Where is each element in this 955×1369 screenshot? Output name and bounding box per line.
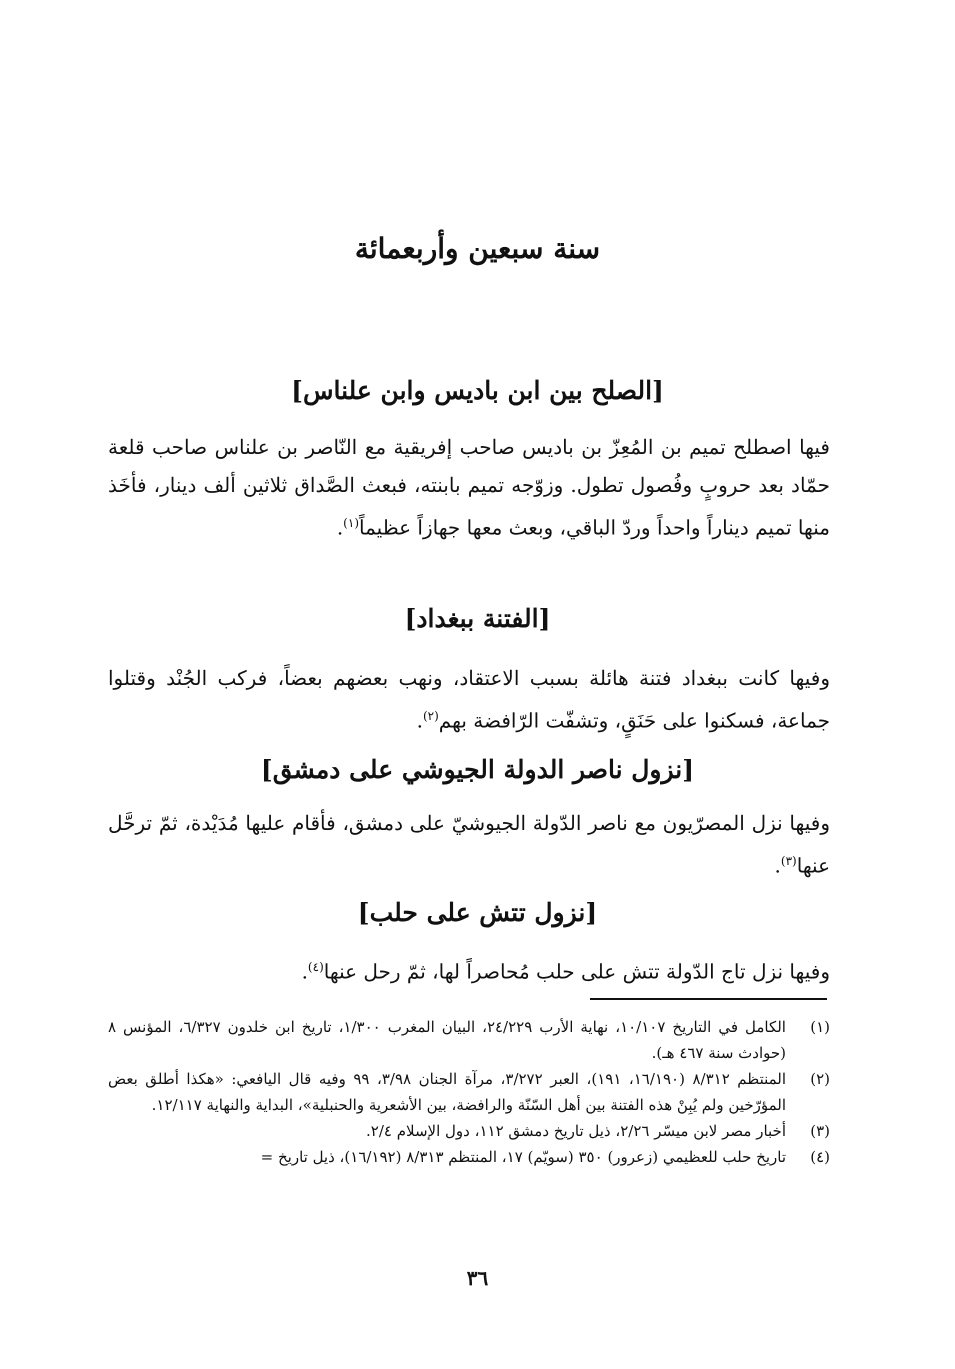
footnote-number: (٤) xyxy=(810,1148,830,1166)
footnote-item xyxy=(108,1144,830,1170)
paragraph-text: فيها اصطلح تميم بن المُعِزّ بن باديس صاحب إفريقية مع النّاصر بن علناس صاحب قلعة حمّاد بعد حروبٍ وفُصول تطول. وزوّجه تميم بابنته، فبعث الصَّداق ثلاثين ألف دينار، فأخَذ منها تميم ديناراً واحداً وردّ الباقي، وبعث معها جهازاً عظيماً xyxy=(108,435,830,540)
chapter-title: سنة سبعين وأربعمائة xyxy=(354,232,601,265)
footnote-ref: (١) xyxy=(343,516,359,530)
footnotes-list xyxy=(108,1014,830,1170)
section-heading-baghdad: [الفتنة ببغداد] xyxy=(404,604,551,633)
footnote-ref: (٤) xyxy=(307,960,324,974)
section-paragraph-peace xyxy=(108,428,830,547)
section-heading-damascus: [نزول ناصر الدولة الجيوشي على دمشق] xyxy=(260,755,695,784)
section-heading-aleppo: [نزول تتش على حلب] xyxy=(357,898,598,927)
footnote-text: تاريخ حلب للعظيمي (زعرور) ٣٥٠ (سويّم) ١٧، المنتظم ٨/٣١٣ (١٦/١٩٢)، ذيل تاريخ = xyxy=(260,1148,786,1166)
footnote-item xyxy=(108,1066,830,1118)
paragraph-end: . xyxy=(416,708,423,733)
section-paragraph-baghdad xyxy=(108,659,830,740)
footnote-text: المنتظم ٨/٣١٢ (١٦/١٩٠، ١٩١)، العبر ٣/٢٧٢، مرآة الجنان ٣/٩٨، ٩٩ وفيه قال اليافعي: «هكذا أطلق بعض المؤرّخين ولم يُبِنْ هذه الفتنة بين أهل السّنّة والرافضة، بين الأشعرية والحنبلية»، البداية والنهاية ١٢/١١٧. xyxy=(108,1070,787,1114)
section-heading-peace: [الصلح بين ابن باديس وابن علناس] xyxy=(291,376,664,405)
footnote-text: الكامل في التاريخ ١٠/١٠٧، نهاية الأرب ٢٤/٢٢٩، البيان المغرب ١/٣٠٠، تاريخ ابن خلدون ٦/٣٢٧، المؤنس ٨ (حوادث سنة ٤٦٧ هـ). xyxy=(108,1018,786,1062)
footnote-text: أخبار مصر لابن ميسّر ٢/٢٦، ذيل تاريخ دمشق ١١٢، دول الإسلام ٢/٤. xyxy=(366,1122,786,1140)
footnote-number: (٢) xyxy=(810,1070,830,1088)
paragraph-text: وفيها نزل المصرّيون مع ناصر الدّولة الجيوشيّ على دمشق، فأقام عليها مُدَيْدة، ثمّ ترحَّل عنها xyxy=(108,811,830,878)
footnote-item xyxy=(108,1014,830,1066)
paragraph-end: . xyxy=(774,853,781,878)
paragraph-end: . xyxy=(301,959,308,984)
paragraph-end: . xyxy=(336,515,344,540)
footnote-ref: (٢) xyxy=(422,709,439,723)
footnote-number: (٣) xyxy=(810,1122,830,1140)
section-paragraph-damascus xyxy=(108,804,830,885)
section-paragraph-aleppo xyxy=(108,948,830,991)
page-number: ٣٦ xyxy=(466,1266,489,1290)
footnote-number: (١) xyxy=(810,1018,830,1036)
paragraph-text: وفيها نزل تاج الدّولة تتش على حلب مُحاصراً لها، ثمّ رحل عنها xyxy=(323,959,830,984)
footnote-ref: (٣) xyxy=(780,854,797,868)
footnote-divider xyxy=(590,998,827,1000)
footnote-item xyxy=(108,1118,830,1144)
paragraph-text: وفيها كانت ببغداد فتنة هائلة بسبب الاعتقاد، ونهب بعضهم بعضاً، فركب الجُنْد وقتلوا جماعة، فسكنوا على حَنَقٍ، وتشفّت الرّافضة بهم xyxy=(108,666,830,733)
